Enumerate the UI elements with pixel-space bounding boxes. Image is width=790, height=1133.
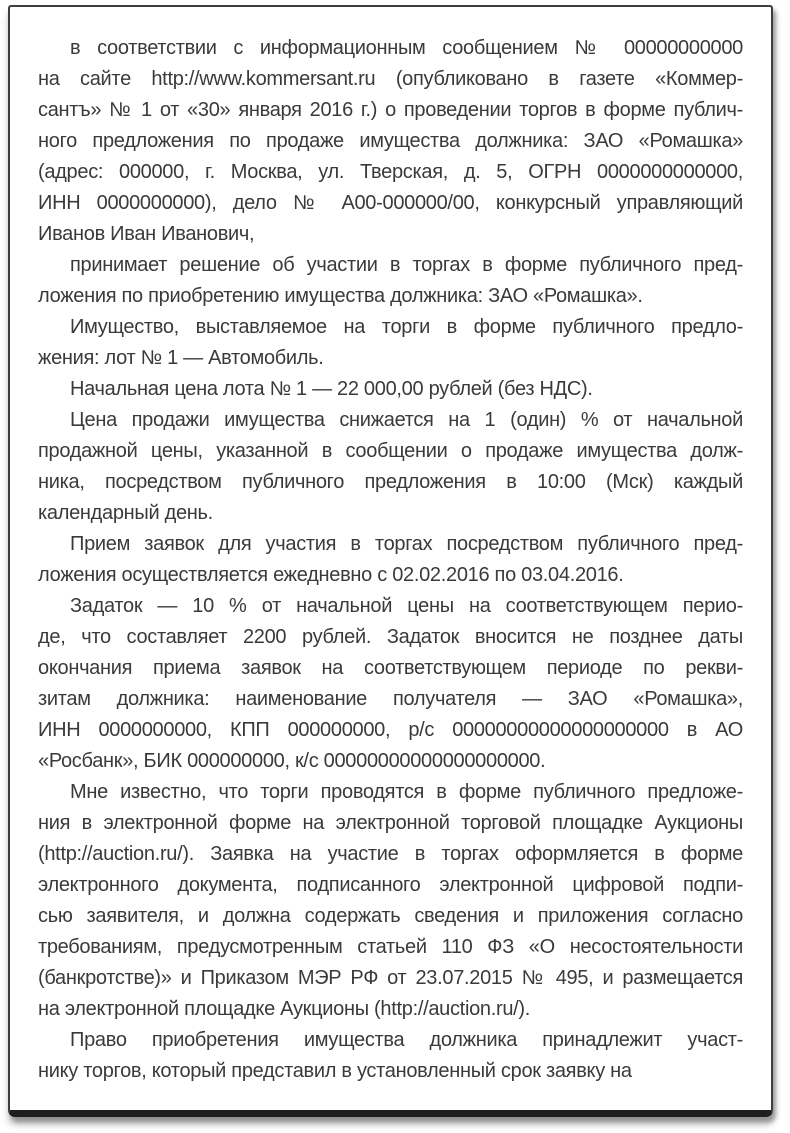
text-line: Имущество, выставляемое на торги в форме публичного предло-: [70, 316, 743, 338]
text-line: сью заявителя, и должна содержать сведения и приложения согласно: [38, 905, 743, 927]
text-line: ложения осуществляется ежедневно с 02.02.2016 по 03.04.2016.: [38, 564, 624, 586]
paragraph: [38, 1025, 743, 1087]
text-line: продажной цены, указанной в сообщении о продаже имущества долж-: [38, 440, 743, 462]
text-line: Мне известно, что торги проводятся в форме публичного предложе-: [70, 781, 743, 803]
text-line: Начальная цена лота № 1 — 22 000,00 рублей (без НДС).: [70, 378, 593, 400]
text-line: Задаток — 10 % от начальной цены на соответствующем перио-: [70, 595, 743, 617]
text-line: сантъ» № 1 от «30» января 2016 г.) о проведении торгов в форме публич-: [38, 99, 743, 121]
text-line: Право приобретения имущества должника принадлежит участ-: [70, 1029, 743, 1051]
text-line: ного предложения по продаже имущества должника: ЗАО «Ромашка»: [38, 130, 743, 152]
paragraph: [38, 777, 743, 1025]
text-line: Цена продажи имущества снижается на 1 (один) % от начальной: [70, 409, 743, 431]
paragraph: [38, 312, 743, 374]
text-line: на сайте http://www.kommersant.ru (опубликовано в газете «Коммер-: [38, 68, 743, 90]
text-line: ИНН 0000000000, КПП 000000000, р/с 00000000000000000000 в АО: [38, 719, 743, 741]
text-line: ния в электронной форме на электронной торговой площадке Аукционы: [38, 812, 743, 834]
text-line: (адрес: 000000, г. Москва, ул. Тверская, д. 5, ОГРН 0000000000000,: [38, 161, 743, 183]
text-line: ИНН 0000000000), дело № А00-000000/00, конкурсный управляющий: [38, 192, 743, 214]
text-line: «Росбанк», БИК 000000000, к/с 00000000000000000000.: [38, 750, 546, 772]
text-line: нику торгов, который представил в установленный срок заявку на: [38, 1060, 632, 1082]
document-page: [8, 5, 773, 1117]
text-line: требованиям, предусмотренным статьей 110 ФЗ «О несостоятельности: [38, 936, 743, 958]
text-line: на электронной площадке Аукционы (http://auction.ru/).: [38, 998, 531, 1020]
text-line: зитам должника: наименование получателя — ЗАО «Ромашка»,: [38, 688, 743, 710]
text-line: ложения по приобретению имущества должника: ЗАО «Ромашка».: [38, 285, 643, 307]
text-line: в соответствии с информационным сообщением № 00000000000: [70, 37, 743, 59]
text-line: (банкротстве)» и Приказом МЭР РФ от 23.07.2015 № 495, и размещается: [38, 967, 743, 989]
text-line: окончания приема заявок на соответствующем периоде по рекви-: [38, 657, 743, 679]
text-line: ника, посредством публичного предложения в 10:00 (Мск) каждый: [38, 471, 743, 493]
document-body: [38, 33, 743, 1087]
paragraph: [38, 374, 743, 405]
paragraph: [38, 405, 743, 529]
paragraph: [38, 250, 743, 312]
text-line: принимает решение об участии в торгах в форме публичного пред-: [70, 254, 743, 276]
text-line: (http://auction.ru/). Заявка на участие в торгах оформляется в форме: [38, 843, 743, 865]
text-line: электронного документа, подписанного электронной цифровой подпи-: [38, 874, 743, 896]
text-line: Прием заявок для участия в торгах посредством публичного пред-: [70, 533, 743, 555]
text-line: жения: лот № 1 — Автомобиль.: [38, 347, 324, 369]
text-line: де, что составляет 2200 рублей. Задаток вносится не позднее даты: [38, 626, 743, 648]
text-line: календарный день.: [38, 502, 213, 524]
text-line: Иванов Иван Иванович,: [38, 223, 255, 245]
paragraph: [38, 33, 743, 250]
paragraph: [38, 529, 743, 591]
paragraph: [38, 591, 743, 777]
